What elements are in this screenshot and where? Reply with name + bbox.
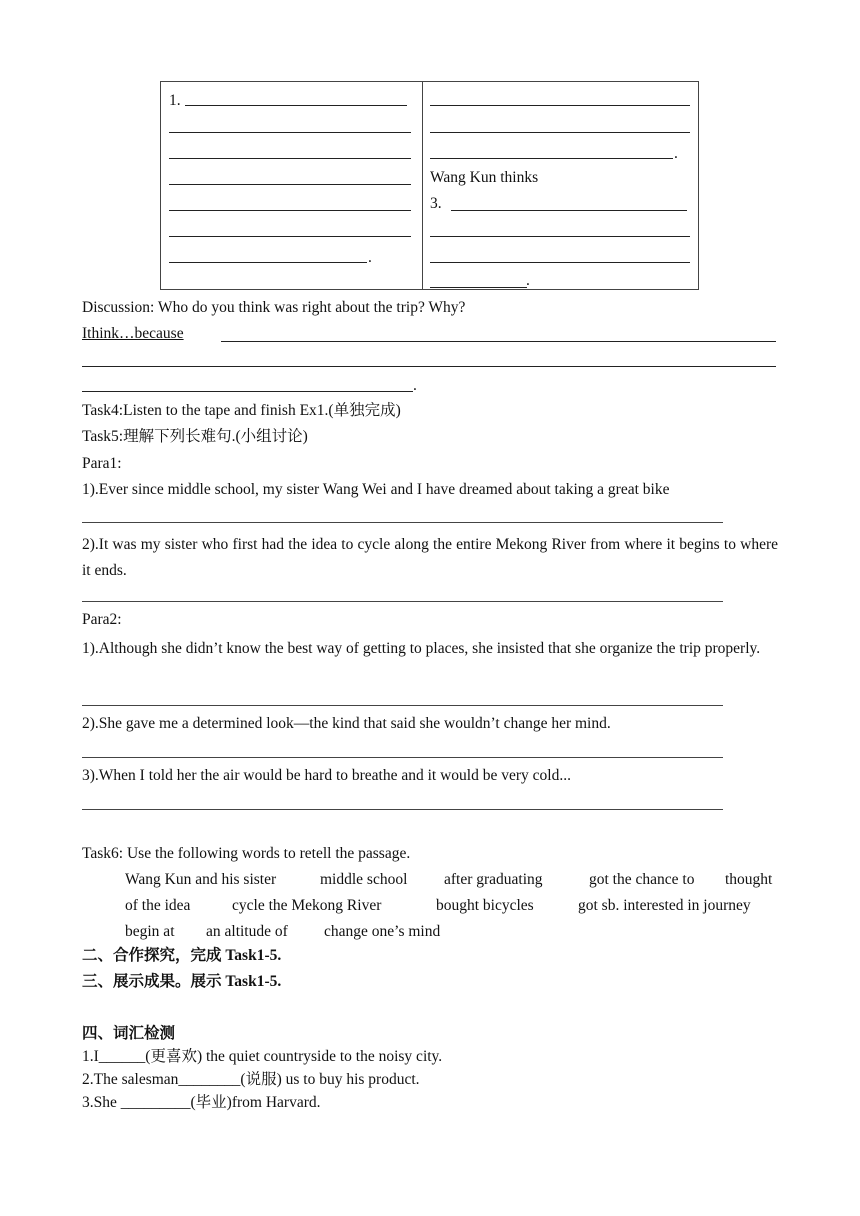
answer-line[interactable]: [430, 132, 690, 133]
section-2-task: Task1-5.: [225, 947, 282, 964]
translation-line[interactable]: [82, 601, 723, 602]
discussion-starter: Ithink…because: [82, 325, 184, 342]
discussion-answer-line[interactable]: [82, 366, 776, 367]
table-divider: [422, 82, 423, 289]
vocab-item-1: 1.I______(更喜欢) the quiet countryside to the noisy city.: [82, 1048, 443, 1065]
retell-word: after graduating: [444, 871, 543, 888]
section-4-heading: 四、词汇检测: [82, 1025, 176, 1042]
answer-line[interactable]: [430, 105, 690, 106]
translation-line[interactable]: [82, 809, 723, 810]
section-3-heading: [82, 972, 281, 992]
section-2-prefix: 二、合作探究，完成: [82, 947, 226, 964]
section-3-prefix: 三、展示成果。展示: [82, 973, 226, 990]
answer-line[interactable]: [451, 210, 687, 211]
para2-sentence-3: 3).When I told her the air would be hard to breathe and it would be very cold...: [82, 767, 571, 784]
retell-word: middle school: [320, 871, 408, 888]
answer-table: [160, 81, 699, 290]
para1-label: Para1:: [82, 455, 122, 472]
para2-sentence-1: 1).Although she didn’t know the best way of getting to places, she insisted that she organize the trip properly.: [82, 640, 761, 657]
vocab-item-3: 3.She _________(毕业)from Harvard.: [82, 1094, 321, 1111]
retell-word: change one’s mind: [324, 923, 441, 940]
retell-word: Wang Kun and his sister: [125, 871, 277, 888]
answer-line[interactable]: [169, 236, 411, 237]
retell-word: an altitude of: [206, 923, 288, 940]
retell-word: cycle the Mekong River: [232, 897, 382, 914]
task5-heading: Task5:理解下列长难句.(小组讨论): [82, 428, 308, 445]
discussion-end: .: [413, 377, 417, 394]
section-3-task: Task1-5.: [225, 973, 282, 990]
discussion-answer-line[interactable]: [221, 341, 776, 342]
discussion-question: Discussion: Who do you think was right about the trip? Why?: [82, 299, 466, 316]
right-cell-period: .: [674, 145, 678, 162]
answer-line[interactable]: [430, 287, 527, 288]
answer-line[interactable]: [169, 158, 411, 159]
para1-sentence-1: 1).Ever since middle school, my sister Wang Wei and I have dreamed about taking a great bike: [82, 481, 670, 498]
answer-line[interactable]: [169, 132, 411, 133]
answer-line[interactable]: [169, 262, 367, 263]
right-cell-end: .: [526, 272, 530, 289]
answer-line[interactable]: [169, 184, 411, 185]
discussion-answer-line[interactable]: [82, 391, 413, 392]
retell-word: got the chance to: [589, 871, 695, 888]
answer-line[interactable]: [430, 158, 673, 159]
answer-line[interactable]: [185, 105, 407, 106]
retell-word: of the idea: [125, 897, 191, 914]
retell-word: thought: [725, 871, 773, 888]
right-cell-label: Wang Kun thinks: [430, 169, 539, 186]
para2-sentence-2: 2).She gave me a determined look—the kind that said she wouldn’t change her mind.: [82, 715, 611, 732]
retell-word: bought bicycles: [436, 897, 534, 914]
retell-word: begin at: [125, 923, 175, 940]
para1-sentence-2: 2).It was my sister who first had the idea to cycle along the entire Mekong River from where it begins to where it ends.: [82, 536, 778, 579]
translation-line[interactable]: [82, 522, 723, 523]
para2-label: Para2:: [82, 611, 122, 628]
task4-heading: Task4:Listen to the tape and finish Ex1.(单独完成): [82, 402, 401, 419]
translation-line[interactable]: [82, 705, 723, 706]
translation-line[interactable]: [82, 757, 723, 758]
answer-line[interactable]: [169, 210, 411, 211]
section-2-heading: [82, 946, 281, 966]
left-cell-end: .: [368, 249, 372, 266]
answer-line[interactable]: [430, 236, 690, 237]
task6-heading: Task6: Use the following words to retell the passage.: [82, 845, 411, 862]
left-cell-number: 1.: [169, 92, 181, 109]
retell-word: got sb. interested in journey: [578, 897, 751, 914]
vocab-item-2: 2.The salesman________(说服) us to buy his product.: [82, 1071, 420, 1088]
answer-line[interactable]: [430, 262, 690, 263]
right-cell-number: 3.: [430, 195, 442, 212]
